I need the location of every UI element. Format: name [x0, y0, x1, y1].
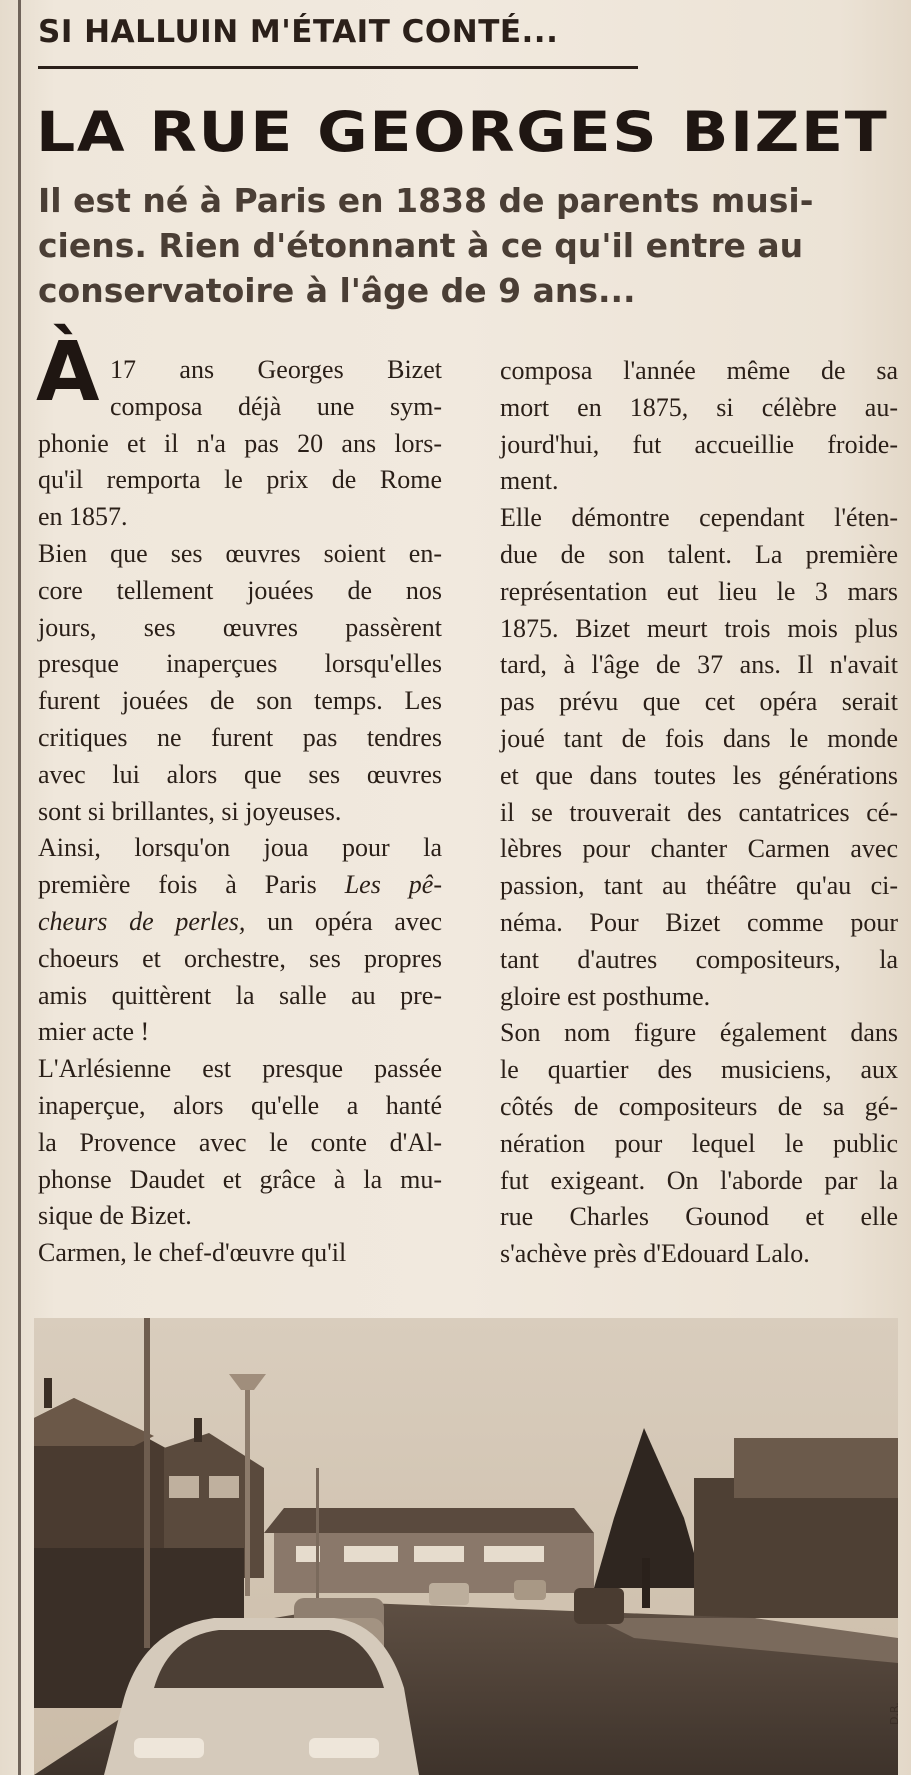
article-text-line: amis quittèrent la salle au pre- — [38, 980, 442, 1010]
article-text-line: mier acte ! — [38, 1017, 150, 1047]
article-text-line: 1875. Bizet meurt trois mois plus — [500, 613, 898, 643]
article-text-line: tard, à l'âge de 37 ans. Il n'avait — [500, 650, 898, 680]
section-kicker: SI HALLUIN M'ÉTAIT CONTÉ... — [38, 14, 559, 50]
article-headline: LA RUE GEORGES BIZET — [36, 100, 889, 164]
article-text-line: s'achève près d'Edouard Lalo. — [500, 1239, 810, 1269]
article-text-line: due de son talent. La première — [500, 539, 898, 569]
article-column-right — [500, 353, 898, 1273]
street-photo — [34, 1318, 898, 1775]
article-text-line: représentation eut lieu le 3 mars — [500, 576, 898, 606]
article-text-line: cheurs de perles, un opéra avec — [38, 906, 442, 936]
article-text-line: joué tant de fois dans le monde — [500, 723, 898, 753]
article-text-line: Bien que ses œuvres soient en- — [38, 538, 442, 568]
article-text-line: pas prévu que cet opéra serait — [500, 687, 898, 717]
article-text-line: lèbres pour chanter Carmen avec — [500, 834, 898, 864]
article-text-line: sique de Bizet. — [38, 1201, 192, 1231]
article-text-line: jourd'hui, fut accueillie froide- — [500, 429, 898, 459]
article-text-line: première fois à Paris Les pê- — [38, 870, 442, 900]
article-text-line: Elle démontre cependant l'éten- — [500, 503, 898, 533]
article-text-line: presque inaperçues lorsqu'elles — [38, 649, 442, 679]
article-text-line: fut exigeant. On l'aborde par la — [500, 1165, 898, 1195]
article-text-line: passion, tant au théâtre qu'au ci- — [500, 871, 898, 901]
lead-line: conservatoire à l'âge de 9 ans... — [38, 271, 636, 310]
article-text-line: et que dans toutes les générations — [500, 760, 898, 790]
photo-credit: D.R. — [888, 1702, 901, 1725]
article-text-line: composa l'année même de sa — [500, 356, 898, 385]
column-rule — [18, 0, 21, 1775]
article-text-line: jours, ses œuvres passèrent — [38, 612, 442, 642]
kicker-underline — [38, 66, 638, 69]
lead-line: Il est né à Paris en 1838 de parents musi- — [38, 181, 814, 220]
article-text-line: Ainsi, lorsqu'on joua pour la — [38, 833, 442, 863]
drop-cap: À — [36, 325, 100, 420]
article-text-line: furent jouées de son temps. Les — [38, 686, 442, 716]
article-text-line: avec lui alors que ses œuvres — [38, 759, 442, 789]
article-text-line: nération pour lequel le public — [500, 1128, 898, 1158]
article-text-line: en 1857. — [38, 502, 128, 532]
article-text-line: Son nom figure également dans — [500, 1018, 898, 1048]
article-text-line: il se trouverait des cantatrices cé- — [500, 797, 898, 827]
article-text-line: Carmen, le chef-d'œuvre qu'il — [38, 1238, 347, 1268]
article-text-line: phonie et il n'a pas 20 ans lors- — [38, 428, 442, 458]
article-text-line: tant d'autres compositeurs, la — [500, 944, 898, 974]
article-text-line: ment. — [500, 466, 559, 496]
article-text-line: L'Arlésienne est presque passée — [38, 1054, 442, 1084]
article-text-line: 17 ans Georges Bizet — [110, 355, 442, 384]
lead-line: ciens. Rien d'étonnant à ce qu'il entre au — [38, 226, 804, 265]
article-text-line: gloire est posthume. — [500, 981, 711, 1011]
article-text-line: le quartier des musiciens, aux — [500, 1055, 898, 1085]
article-lead — [38, 178, 848, 313]
street-photo-illustration — [34, 1318, 898, 1775]
article-text-line: néma. Pour Bizet comme pour — [500, 907, 898, 937]
article-text-line: la Provence avec le conte d'Al- — [38, 1127, 442, 1157]
article-text-line: sont si brillantes, si joyeuses. — [38, 796, 342, 826]
article-text-line: phonse Daudet et grâce à la mu- — [38, 1164, 442, 1194]
article-column-left — [38, 352, 442, 1272]
article-text-line: côtés de compositeurs de sa gé- — [500, 1091, 898, 1121]
article-text-line: critiques ne furent pas tendres — [38, 722, 442, 752]
article-text-line: choeurs et orchestre, ses propres — [38, 943, 442, 973]
article-text-line: core tellement jouées de nos — [38, 575, 442, 605]
article-text-line: qu'il remporta le prix de Rome — [38, 465, 442, 495]
article-text-line: rue Charles Gounod et elle — [500, 1202, 898, 1232]
article-text-line: inaperçue, alors qu'elle a hanté — [38, 1090, 442, 1120]
article-text-line: mort en 1875, si célèbre au- — [500, 392, 898, 422]
article-text-line: composa déjà une sym- — [110, 391, 442, 421]
